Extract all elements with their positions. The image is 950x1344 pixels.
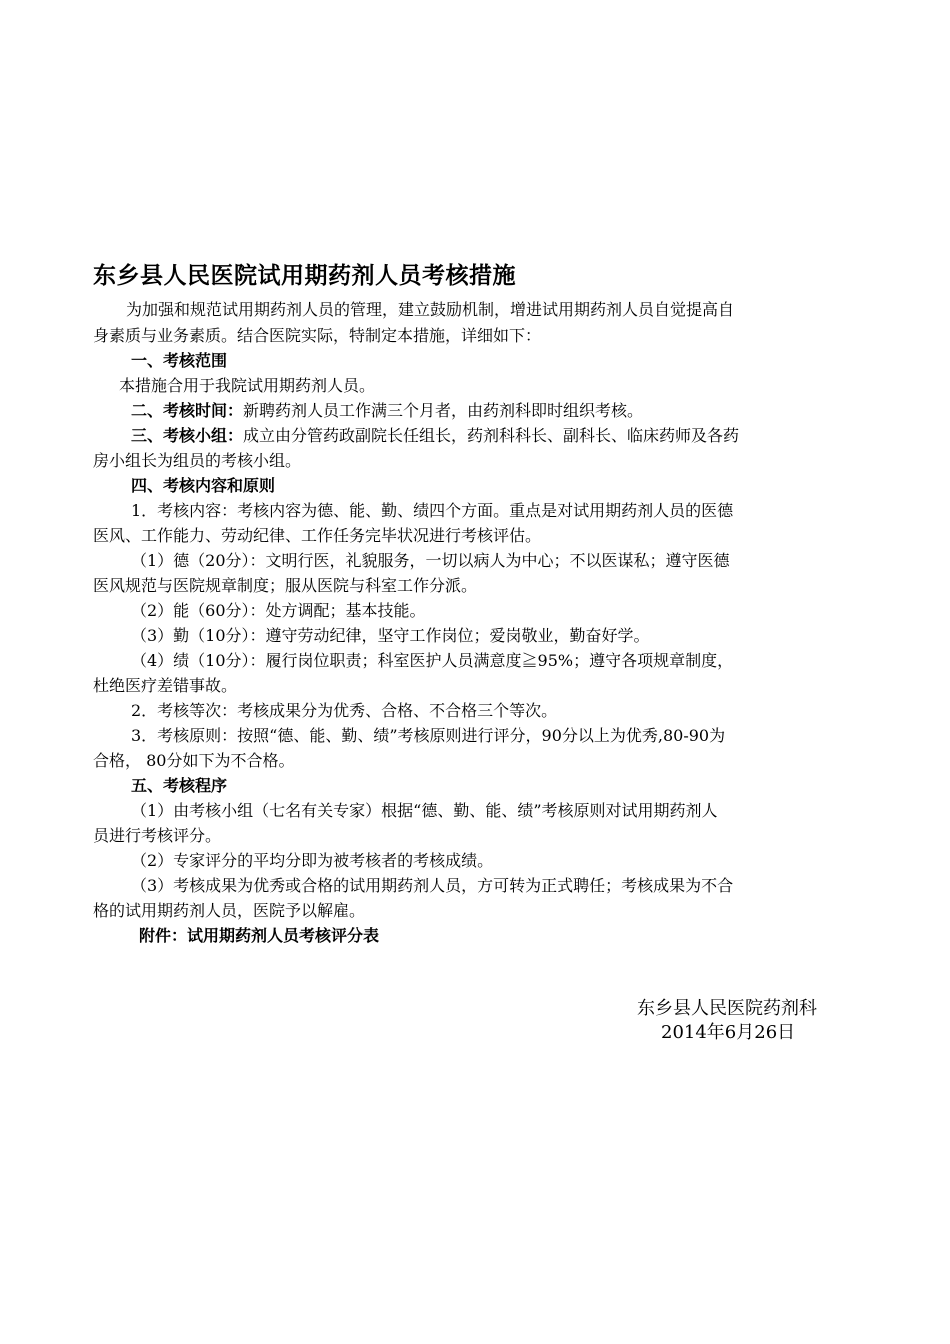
- section-4-heading: 四、考核内容和原则: [131, 476, 276, 495]
- section-5-heading: 五、考核程序: [131, 776, 228, 795]
- section-2-line: [131, 401, 643, 421]
- signature-date: 2014年6月26日: [661, 1022, 796, 1043]
- section-4-item-2: 2．考核等次：考核成果分为优秀、合格、不合格三个等次。: [131, 701, 558, 720]
- section-4-item-3-line-2: 合格， 80分如下为不合格。: [93, 751, 295, 770]
- section-4-item-3-line-1: 3．考核原则：按照“德、能、勤、绩”考核原则进行评分，90分以上为优秀,80-90为: [131, 726, 726, 745]
- section-2-text: 新聘药剂人员工作满三个月者，由药剂科即时组织考核。: [243, 401, 644, 420]
- section-5-item-1-line-1: （1）由考核小组（七名有关专家）根据“德、勤、能、绩”考核原则对试用期药剂人: [131, 801, 718, 820]
- signature-organization: 东乡县人民医院药剂科: [637, 998, 817, 1019]
- section-4-de-line-2: 医风规范与医院规章制度；服从医院与科室工作分派。: [93, 576, 478, 595]
- attachment-note: 附件：试用期药剂人员考核评分表: [139, 926, 380, 945]
- intro-line-2: 身素质与业务素质。结合医院实际，特制定本措施，详细如下：: [93, 326, 542, 345]
- section-3-line: [131, 426, 739, 446]
- section-3-text-1: 成立由分管药政副院长任组长，药剂科科长、副科长、临床药师及各药: [243, 426, 740, 445]
- section-4-qin: （3）勤（10分）：遵守劳动纪律，坚守工作岗位；爱岗敬业，勤奋好学。: [131, 626, 650, 645]
- intro-line-1: 为加强和规范试用期药剂人员的管理，建立鼓励机制，增进试用期药剂人员自觉提高自: [126, 300, 735, 319]
- section-5-item-2: （2）专家评分的平均分即为被考核者的考核成绩。: [131, 851, 494, 870]
- section-4-neng: （2）能（60分）：处方调配；基本技能。: [131, 601, 426, 620]
- section-5-item-3-line-1: （3）考核成果为优秀或合格的试用期药剂人员，方可转为正式聘任；考核成果为不合: [131, 876, 734, 895]
- section-3-heading: 三、考核小组：: [131, 426, 244, 445]
- section-4-ji-line-1: （4）绩（10分）：履行岗位职责；科室医护人员满意度≧95%；遵守各项规章制度，: [131, 651, 734, 670]
- section-1-text: 本措施合用于我院试用期药剂人员。: [119, 376, 376, 395]
- section-4-ji-line-2: 杜绝医疗差错事故。: [93, 676, 238, 695]
- document-title: 东乡县人民医院试用期药剂人员考核措施: [93, 263, 516, 289]
- section-5-item-3-line-2: 格的试用期药剂人员，医院予以解雇。: [93, 901, 366, 920]
- section-3-text-2: 房小组长为组员的考核小组。: [93, 451, 302, 470]
- section-2-heading: 二、考核时间：: [131, 401, 244, 420]
- section-4-de-line-1: （1）德（20分）：文明行医，礼貌服务，一切以病人为中心；不以医谋私；遵守医德: [131, 551, 730, 570]
- section-4-item-1-line-2: 医风、工作能力、劳动纪律、工作任务完毕状况进行考核评估。: [93, 526, 542, 545]
- section-4-item-1-line-1: 1．考核内容：考核内容为德、能、勤、绩四个方面。重点是对试用期药剂人员的医德: [131, 501, 734, 520]
- section-1-heading: 一、考核范围: [131, 351, 228, 370]
- section-5-item-1-line-2: 员进行考核评分。: [93, 826, 222, 845]
